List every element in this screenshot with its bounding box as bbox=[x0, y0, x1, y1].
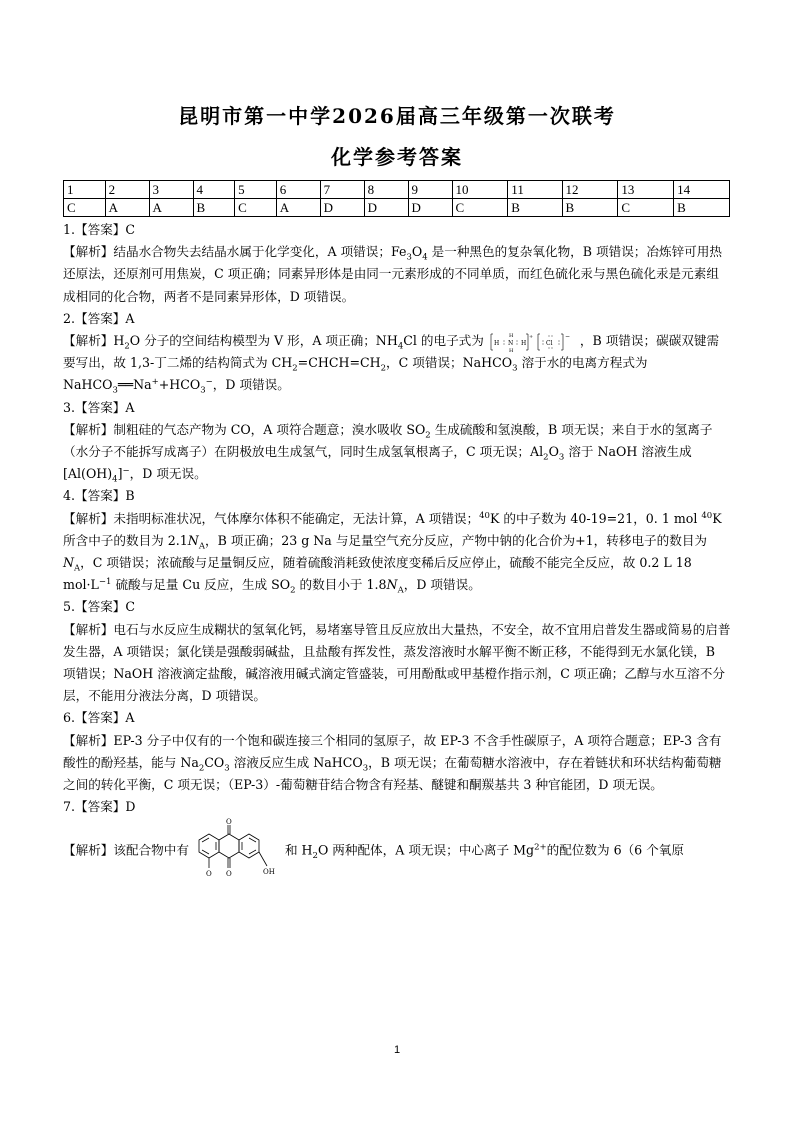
answer-cell: B bbox=[674, 199, 730, 217]
structure-o-left: O bbox=[205, 870, 212, 879]
question-number-cell: 4 bbox=[193, 181, 235, 199]
q2-answer-heading: 2.【答案】A bbox=[63, 310, 135, 326]
q7-explanation: 【解析】该配合物中有 O O O OH 和 $H_2O$ 两种配体，A 项无误；中心离子 $Mg^{2+}$的配位数为 6（6 个氧原 bbox=[63, 818, 731, 884]
answer-cell: C bbox=[618, 199, 674, 217]
q6-explanation: 【解析】EP-3 分子中仅有的一个饱和碳连接三个相同的氢原子，故 EP-3 不含手性碳原子，A 项符合题意；EP-3 含有酸性的酚羟基，能与 $Na_2CO_3$ 溶液反应生成 NaHCO$_3$，B 项无误；在葡萄糖水溶液中，存在着链状和环状结构葡萄糖之间的转化平衡，C 项无误；（EP-3）-葡萄糖苷结合物含有羟基、醚键和酮羰基共 3 种官能团，D 项无误。 bbox=[63, 732, 722, 793]
answer-cell: D bbox=[408, 199, 452, 217]
answer-cell: C bbox=[64, 199, 106, 217]
answer-cell: A bbox=[149, 199, 193, 217]
lewis-h-bottom: H bbox=[508, 347, 514, 352]
q1-answer-heading: 1.【答案】C bbox=[63, 222, 136, 237]
document-subtitle: 化学参考答案 bbox=[331, 145, 463, 169]
question-number-cell: 1 bbox=[64, 181, 106, 199]
question-number-cell: 14 bbox=[674, 181, 730, 199]
question-number-cell: 12 bbox=[562, 181, 618, 199]
question-number-cell: 3 bbox=[149, 181, 193, 199]
q4-explanation: 【解析】未指明标准状况，气体摩尔体积不能确定，无法计算，A 项错误；$^{40}$K 的中子数为 40-19=21，0. 1 mol $^{40}$K 所含中子的数目为 $2.1N_A$，B 项正确；23 g Na 与足量空气充分反应，产物中钠的化合价为+1，转移电子的数目为 $N_A$，C 项错误；浓硫酸与足量铜反应，随着硫酸消耗致使浓度变稀后反应停止，硫酸不能完全反应，故 0.2 L 18 $mol\cdot L^{-1}$ 硫酸与足量 Cu 反应，生成 $SO_2$ 的数目小于 $1.8N_A$，D 项错误。 bbox=[63, 510, 722, 596]
structure-o-top: O bbox=[225, 818, 232, 827]
question-number-cell: 13 bbox=[618, 181, 674, 199]
q6-answer-heading: 6.【答案】A bbox=[63, 710, 135, 726]
q4-answer-heading: 4.【答案】B bbox=[63, 488, 135, 504]
explanations bbox=[63, 219, 731, 884]
q1-explanation: 【解析】结晶水合物失去结晶水属于化学变化，A 项错误；$Fe_3O_4$ 是一种黑色的复杂氧化物，B 项错误；冶炼锌可用热还原法，还原剂可用焦炭，C 项正确；同素异形体是由同一元素形成的不同单质，而红色硫化汞与黑色硫化汞是元素组成相同的化合物，两者不是同素异形体，D 项错误。 bbox=[63, 244, 722, 304]
question-number-cell: 6 bbox=[276, 181, 320, 199]
lewis-minus-charge: − bbox=[564, 332, 570, 340]
answer-cell: A bbox=[105, 199, 149, 217]
q3-explanation: 【解析】制粗硅的气态产物为 CO，A 项符合题意；溴水吸收 $SO_2$ 生成硫酸和氢溴酸，B 项无误；来自于水的氢离子（水分子不能拆写成离子）在阴极放电生成氢气，同时生成氢氧根离子，C 项无误；$Al_2O_3$ 溶于 NaOH 溶液生成$[Al(OH)_4]^-$，D 项无误。 bbox=[63, 421, 713, 485]
page-number: 1 bbox=[393, 1044, 401, 1056]
question-number-cell: 2 bbox=[105, 181, 149, 199]
answer-cell: B bbox=[193, 199, 235, 217]
answer-table-number-row bbox=[64, 181, 730, 199]
q5-explanation: 【解析】电石与水反应生成糊状的氢氧化钙，易堵塞导管且反应放出大量热，不安全，故不宜用启普发生器或简易的启普发生器，A 项错误；氯化镁是强酸弱碱盐，且盐酸有挥发性，蒸发溶液时水解平衡不断正移，不能得到无水氯化镁，B 项错误；NaOH 溶液滴定盐酸，碱溶液用碱式滴定管盛装，可用酚酞或甲基橙作指示剂，C 项正确；乙醇与水互溶不分层，不能用分液法分离，D 项错误。 bbox=[63, 621, 731, 704]
lewis-h-right: H bbox=[520, 339, 527, 347]
question-number-cell: 5 bbox=[235, 181, 277, 199]
question-number-cell: 11 bbox=[508, 181, 562, 199]
question-number-cell: 9 bbox=[408, 181, 452, 199]
answer-cell: B bbox=[508, 199, 562, 217]
structure-oh: OH bbox=[262, 868, 275, 877]
question-number-cell: 10 bbox=[452, 181, 508, 199]
answer-cell: C bbox=[235, 199, 277, 217]
question-number-cell: 7 bbox=[320, 181, 364, 199]
question-number-cell: 8 bbox=[364, 181, 408, 199]
answer-cell: C bbox=[452, 199, 508, 217]
q7-answer-heading: 7.【答案】D bbox=[63, 799, 136, 815]
lewis-plus-charge: + bbox=[528, 333, 534, 340]
answer-cell: B bbox=[562, 199, 618, 217]
answer-table-answer-row bbox=[64, 199, 730, 217]
q5-answer-heading: 5.【答案】C bbox=[63, 599, 136, 615]
lewis-h-left: H bbox=[493, 339, 500, 347]
answer-table bbox=[63, 180, 730, 217]
answer-cell: A bbox=[276, 199, 320, 217]
q3-answer-heading: 3.【答案】A bbox=[63, 399, 135, 415]
lewis-h-top: H bbox=[508, 332, 514, 339]
anthraquinone-structure bbox=[189, 818, 285, 884]
lewis-cl: Cl bbox=[545, 339, 553, 347]
q2-explanation: 【解析】$H_2O$ 分子的空间结构模型为 V 形，A 项正确；$NH_4Cl$ 的电子式为 H N H H H + Cl − ，B 项错误；碳碳双键需要写出，故 1,3-丁二烯的结构简式为 $CH_2=CHCH=CH_2$，C 项错误；NaHCO$_3$ 溶于水的电离方程式为 $NaHCO_3══Na^++HCO_3^-$，D 项错误。 bbox=[63, 332, 720, 396]
document-title: 昆明市第一中学2026届高三年级第一次联考 bbox=[178, 104, 616, 128]
lewis-n: N bbox=[507, 339, 514, 347]
answer-cell: D bbox=[364, 199, 408, 217]
structure-o-bottom: O bbox=[225, 870, 232, 879]
nh4cl-electron-formula bbox=[488, 332, 576, 352]
answer-cell: D bbox=[320, 199, 364, 217]
